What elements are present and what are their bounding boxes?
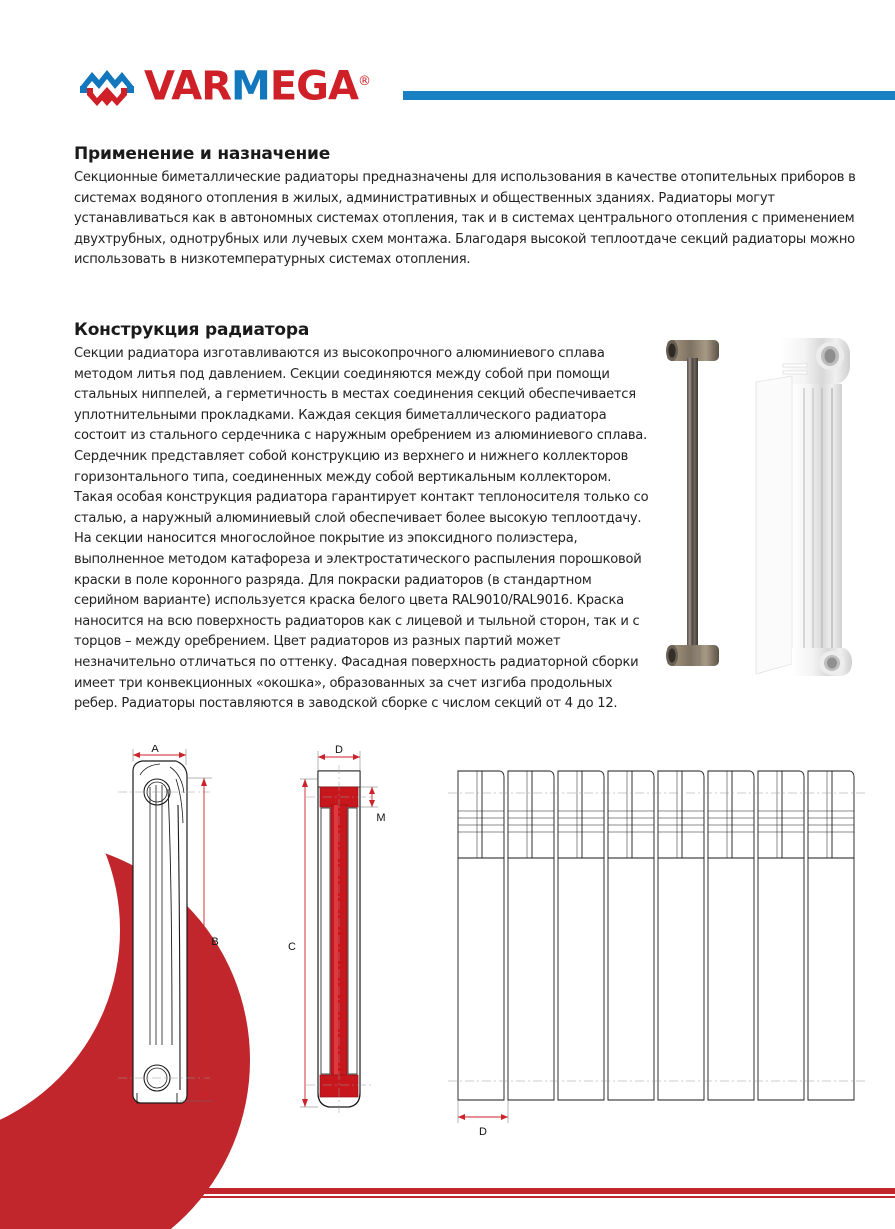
steel-core-photo <box>666 340 719 666</box>
radiator-section-cutaway-drawing <box>300 751 378 1113</box>
registered-trademark-symbol: ® <box>357 74 370 89</box>
footer-red-rule-thin <box>0 1196 895 1198</box>
page-header <box>0 0 895 130</box>
dimension-label-d-bottom: D <box>479 1126 487 1138</box>
footer-red-rule <box>0 1188 895 1194</box>
section-application <box>74 144 874 271</box>
section-application-body: Секционные биметаллические радиаторы предназначены для использования в качестве отопительных приборов в системах водяного отопления в жилых, административных и общественных зданиях. Радиаторы могут устанавливаться как в автономных системах отопления, так и в системах центрального отопления с применением двухтрубных, однотрубных или лучевых схем монтажа. Благодаря высокой теплоотдаче секций радиаторы можно использовать в низкотемпературных системах отопления. <box>74 170 856 268</box>
product-photos <box>652 330 892 700</box>
dimension-label-m: M <box>376 812 386 824</box>
dimension-label-b: B <box>211 936 219 948</box>
wordmark-part-1: VAR <box>144 63 231 110</box>
wordmark-part-3: EGA <box>269 63 358 110</box>
section-construction-body: Секции радиатора изготавливаются из высокопрочного алюминиевого сплава методом литья под давлением. Секции соединяются между собой при помощи стальных ниппелей, а герметичность в местах соединения секций обеспечивается уплотнительными прокладками. Каждая секция биметаллического радиатора состоит из стального сердечника с наружным оребрением из алюминиевого сплава. Сердечник представляет собой конструкцию из верхнего и нижнего коллекторов горизонтального типа, соединенных между собой вертикальным коллектором. Такая особая конструкция радиатора гарантирует контакт теплоносителя только со сталью, а наружный алюминиевый слой обеспечивает более высокую теплоотдачу. На секции наносится многослойное покрытие из эпоксидного полиэстера, выполненное методом катафореза и электростатического распыления порошковой краски в поле коронного разряда. Для покраски радиаторов (в стандартном серийном варианте) используется краска белого цвета RAL9010/RAL9016. Краска наносится на всю поверхность радиаторов как с лицевой и тыльной сторон, так и с торцов – между оребрением. Цвет радиаторов из разных партий может незначительно отличаться по оттенку. Фасадная поверхность радиаторной сборки имеет три конвекционных «окошка», образованных за счет изгиба продольных ребер. Радиаторы поставляются в заводской сборке с числом секций от 4 до 12. <box>74 346 649 712</box>
radiator-side-view-drawing <box>118 749 212 1103</box>
dimension-label-d-top: D <box>335 745 343 756</box>
dimension-label-c: C <box>288 941 296 953</box>
brand-logo <box>78 62 370 108</box>
technical-drawings <box>0 745 895 1165</box>
dimension-label-a: A <box>151 745 159 755</box>
white-section-photo <box>756 338 852 676</box>
house-heart-logo-icon <box>78 62 136 108</box>
header-blue-bar <box>403 91 895 100</box>
brand-wordmark <box>144 62 370 110</box>
section-construction-heading: Конструкция радиатора <box>74 320 310 340</box>
section-construction <box>74 320 652 715</box>
wordmark-part-2: M <box>231 63 270 110</box>
radiator-front-multi-section-drawing <box>448 771 866 1123</box>
section-application-heading: Применение и назначение <box>74 144 331 164</box>
